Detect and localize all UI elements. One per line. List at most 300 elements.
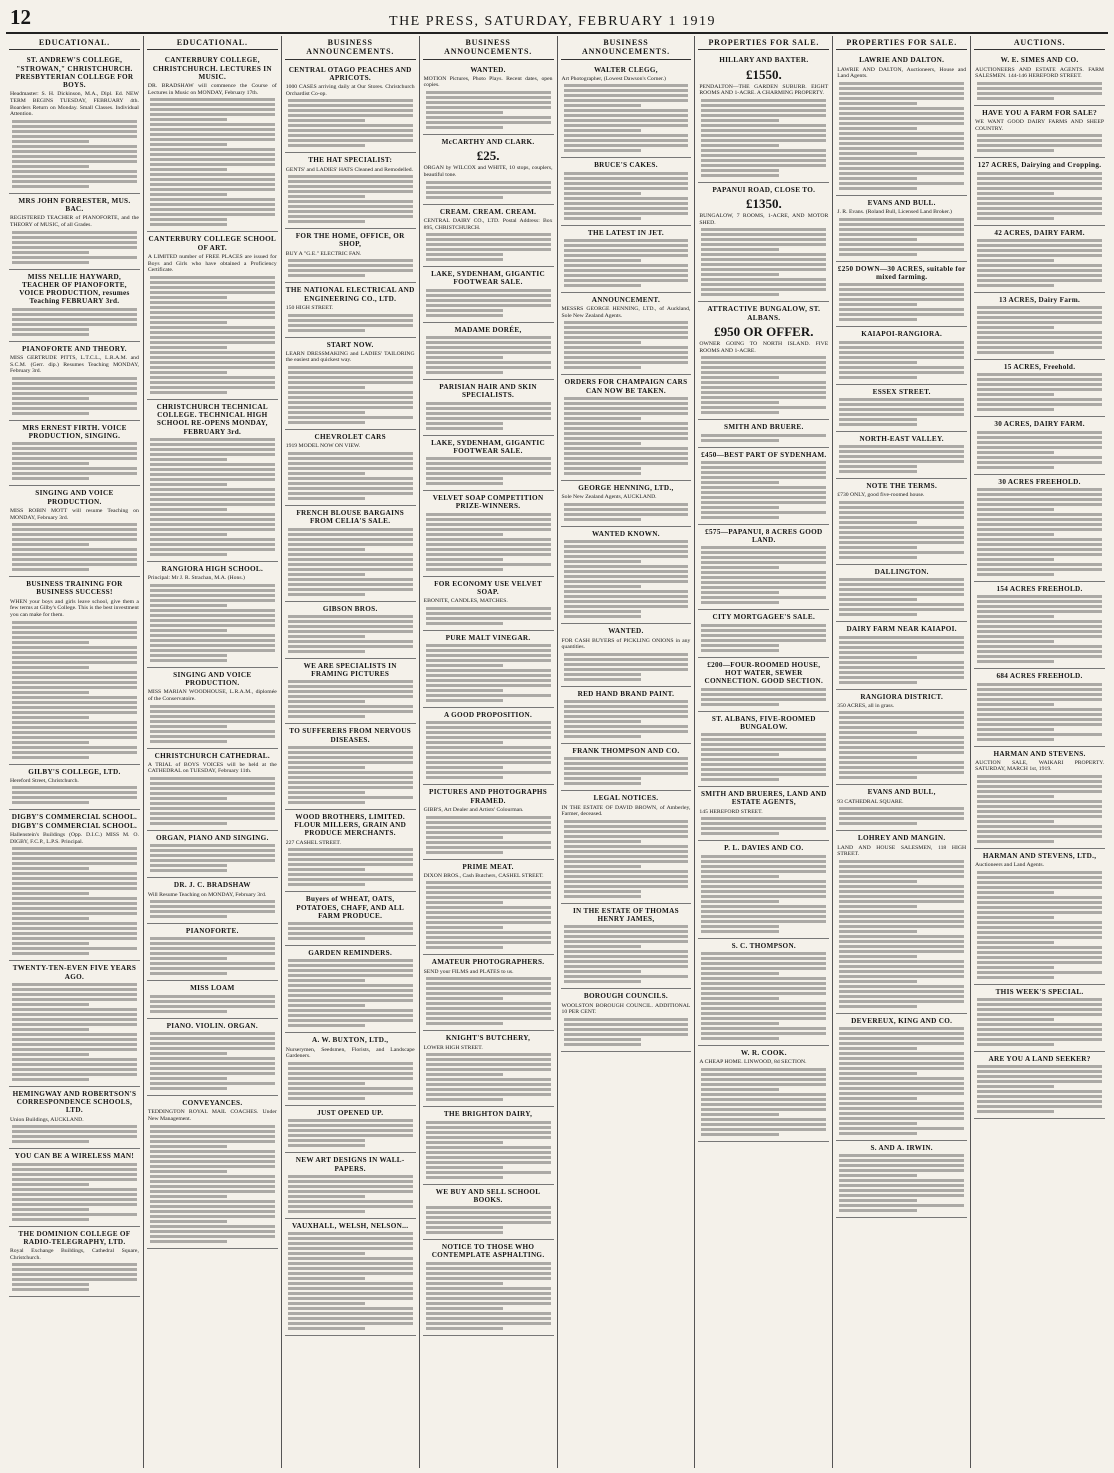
illegible-text-line (150, 905, 275, 908)
illegible-text-line (12, 1193, 137, 1196)
illegible-text-line (12, 1198, 137, 1201)
illegible-text-line (426, 816, 551, 819)
illegible-text-line (564, 980, 641, 983)
illegible-text-line (150, 807, 275, 810)
ad-headline: HARMAN AND STEVENS. (993, 749, 1086, 758)
illegible-text-line (977, 1070, 1102, 1073)
illegible-text-line (288, 705, 413, 708)
illegible-text-line (701, 154, 826, 157)
illegible-text-line (977, 835, 1102, 838)
illegible-text-line (288, 746, 413, 749)
illegible-text-line (564, 930, 689, 933)
illegible-text-line (701, 263, 826, 266)
illegible-text-line (288, 959, 413, 962)
illegible-text-line (12, 523, 137, 526)
ad-headline: CHRISTCHURCH CATHEDRAL. (154, 751, 270, 760)
ad-headline: WOOD BROTHERS, LIMITED. FLOUR MILLERS, GRAIN AND PRODUCE MERCHANTS. (294, 812, 407, 838)
illegible-text-line (426, 831, 551, 834)
illegible-text-line (288, 801, 365, 804)
advertisement (285, 892, 416, 946)
illegible-text-line (150, 321, 227, 324)
illegible-text-line (150, 864, 227, 867)
illegible-text-line (701, 1012, 826, 1015)
ad-body: SEND your FILMS and PLATES to us. (423, 968, 514, 975)
illegible-text-line (977, 259, 1054, 262)
illegible-text-line (12, 467, 137, 470)
ad-headline: KAIAPOI-RANGIORA. (861, 330, 943, 339)
illegible-text-line (12, 902, 137, 905)
illegible-text-line (426, 926, 503, 929)
illegible-text-line (701, 481, 778, 484)
illegible-text-line (150, 1160, 275, 1163)
illegible-text-line (839, 361, 916, 364)
illegible-text-line (701, 827, 826, 830)
advertisement (561, 158, 692, 225)
illegible-text-line (977, 600, 1102, 603)
illegible-text-line (564, 99, 689, 102)
illegible-text-line (701, 461, 826, 464)
illegible-text-line (12, 256, 137, 259)
advertisement (561, 687, 692, 744)
illegible-text-line (977, 408, 1054, 411)
illegible-text-line (839, 960, 964, 963)
illegible-text-line (839, 771, 964, 774)
illegible-text-line (839, 711, 964, 714)
illegible-text-line (701, 738, 826, 741)
ad-headline: TO SUFFERERS FROM NERVOUS DISEASES. (289, 727, 412, 744)
ad-headline: WANTED. (608, 627, 644, 636)
illegible-text-line (839, 92, 964, 95)
advertisement (147, 749, 278, 832)
illegible-text-line (12, 568, 89, 571)
illegible-text-line (288, 761, 413, 764)
illegible-text-line (150, 604, 227, 607)
illegible-text-line (150, 1140, 275, 1143)
illegible-text-line (426, 91, 551, 94)
illegible-text-line (839, 238, 916, 241)
illegible-text-line (701, 688, 826, 691)
illegible-text-line (150, 859, 275, 862)
column-7 (833, 36, 971, 1468)
illegible-text-line (839, 398, 964, 401)
illegible-text-line (426, 836, 503, 839)
illegible-text-line (288, 274, 365, 277)
illegible-text-line (564, 580, 689, 583)
illegible-text-line (564, 351, 689, 354)
illegible-text-line (150, 817, 275, 820)
illegible-text-line (977, 595, 1102, 598)
illegible-text-line (564, 668, 689, 671)
illegible-text-line (839, 1112, 964, 1115)
illegible-text-line (564, 432, 689, 435)
illegible-text-line (426, 126, 503, 129)
illegible-text-line (288, 124, 413, 127)
illegible-text-line (288, 538, 413, 541)
illegible-text-line (977, 172, 1102, 175)
illegible-text-line (977, 316, 1102, 319)
illegible-text-line (426, 233, 551, 236)
illegible-text-line (564, 673, 641, 676)
illegible-text-line (977, 956, 1102, 959)
illegible-text-line (12, 852, 137, 855)
advertisement (561, 481, 692, 527)
illegible-text-line (977, 1095, 1102, 1098)
illegible-text-line (288, 568, 413, 571)
illegible-text-line (12, 313, 137, 316)
illegible-text-line (288, 645, 413, 648)
illegible-text-line (977, 383, 1102, 386)
ad-body: PENDALTON—THE GARDEN SUBURB. EIGHT ROOMS AND 1-ACRE. A CHARMING PROPERTY. (699, 83, 829, 97)
illegible-text-line (839, 1032, 964, 1035)
illegible-text-line (701, 962, 826, 965)
ad-body: Will Resume Teaching on MONDAY, February 3rd. (147, 891, 267, 898)
illegible-text-line (839, 807, 964, 810)
illegible-text-line (701, 624, 826, 627)
illegible-text-line (288, 873, 413, 876)
illegible-text-line (839, 880, 916, 883)
illegible-text-line (564, 855, 689, 858)
illegible-text-line (288, 1262, 413, 1265)
illegible-text-line (564, 402, 689, 405)
illegible-text-line (150, 649, 275, 652)
illegible-text-line (977, 1028, 1102, 1031)
illegible-text-line (12, 676, 137, 679)
illegible-text-line (12, 1028, 89, 1031)
illegible-text-line (839, 578, 964, 581)
illegible-text-line (12, 558, 137, 561)
illegible-text-line (839, 465, 916, 468)
ad-headline: FRANK THOMPSON AND CO. (572, 747, 680, 755)
illegible-text-line (977, 795, 1054, 798)
illegible-text-line (150, 346, 227, 349)
illegible-text-line (564, 467, 641, 470)
illegible-text-line (977, 805, 1102, 808)
illegible-text-line (701, 406, 826, 409)
illegible-text-line (839, 253, 916, 256)
illegible-text-line (977, 951, 1102, 954)
illegible-text-line (701, 596, 826, 599)
illegible-text-line (12, 1173, 137, 1176)
illegible-text-line (977, 311, 1102, 314)
illegible-text-line (426, 371, 503, 374)
advertisement (423, 63, 554, 136)
advertisement (974, 53, 1105, 106)
illegible-text-line (839, 1154, 964, 1157)
illegible-text-line (564, 361, 689, 364)
illegible-text-line (288, 324, 413, 327)
illegible-text-line (12, 1188, 137, 1191)
illegible-text-line (839, 147, 964, 150)
advertisement (836, 432, 967, 479)
advertisement (974, 158, 1105, 225)
advertisement (974, 226, 1105, 293)
ad-body: TEDDINGTON ROYAL MAIL COACHES. Under New Management. (147, 1109, 277, 1122)
illegible-text-line (839, 102, 916, 105)
illegible-text-line (150, 1155, 275, 1158)
illegible-text-line (564, 356, 689, 359)
illegible-text-line (150, 453, 275, 456)
illegible-text-line (564, 124, 689, 127)
illegible-text-line (564, 965, 689, 968)
illegible-text-line (426, 563, 551, 566)
illegible-text-line (288, 766, 365, 769)
illegible-text-line (564, 366, 641, 369)
illegible-text-line (426, 289, 551, 292)
illegible-text-line (564, 1033, 689, 1036)
ad-headline: MADAME DORÉE, (454, 325, 522, 334)
illegible-text-line (150, 854, 275, 857)
illegible-text-line (150, 1000, 275, 1003)
illegible-text-line (977, 911, 1102, 914)
illegible-text-line (288, 1267, 413, 1270)
illegible-text-line (977, 553, 1102, 556)
illegible-text-line (701, 1098, 826, 1101)
illegible-text-line (564, 462, 689, 465)
advertisement (974, 1052, 1105, 1119)
illegible-text-line (288, 259, 413, 262)
illegible-text-line (564, 767, 689, 770)
illegible-text-line (701, 832, 778, 835)
ad-headline: WANTED KNOWN. (592, 529, 660, 538)
illegible-text-line (288, 994, 413, 997)
illegible-text-line (426, 684, 551, 687)
illegible-text-line (977, 723, 1102, 726)
illegible-text-line (839, 1132, 916, 1135)
illegible-text-line (150, 178, 275, 181)
illegible-text-line (977, 1038, 1102, 1041)
illegible-text-line (839, 122, 964, 125)
illegible-text-line (426, 936, 551, 939)
illegible-text-line (12, 796, 137, 799)
illegible-text-line (12, 746, 137, 749)
illegible-text-line (150, 609, 275, 612)
illegible-text-line (150, 1057, 275, 1060)
illegible-text-line (839, 1052, 964, 1055)
advertisement (698, 183, 829, 303)
illegible-text-line (977, 785, 1102, 788)
ad-headline: TWENTY-TEN-EVEN FIVE YEARS AGO. (12, 964, 137, 981)
illegible-text-line (701, 758, 826, 761)
illegible-text-line (977, 331, 1102, 334)
illegible-text-line (12, 756, 89, 759)
illegible-text-line (977, 134, 1102, 137)
illegible-text-line (564, 940, 689, 943)
illegible-text-line (839, 1159, 964, 1162)
illegible-text-line (12, 447, 137, 450)
illegible-text-line (564, 540, 689, 543)
illegible-text-line (977, 1033, 1102, 1036)
illegible-text-line (12, 656, 137, 659)
illegible-text-line (701, 703, 778, 706)
illegible-text-line (12, 180, 137, 183)
illegible-text-line (839, 531, 964, 534)
illegible-text-line (150, 113, 275, 116)
illegible-text-line (12, 716, 89, 719)
illegible-text-line (426, 987, 551, 990)
illegible-text-line (288, 1067, 413, 1070)
illegible-text-line (977, 139, 1102, 142)
ad-body: MESSRS GEORGE HENNING, LTD., of Auckland, Sole New Zealand Agents. (561, 306, 691, 319)
illegible-text-line (564, 925, 689, 928)
illegible-text-line (150, 331, 275, 334)
illegible-text-line (288, 139, 413, 142)
illegible-text-line (701, 124, 826, 127)
illegible-text-line (12, 308, 137, 311)
illegible-text-line (564, 585, 641, 588)
illegible-text-line (564, 254, 689, 257)
illegible-text-line (564, 279, 689, 282)
illegible-text-line (564, 212, 689, 215)
illegible-text-line (426, 1068, 551, 1071)
illegible-text-line (839, 376, 916, 379)
illegible-text-line (288, 969, 413, 972)
illegible-text-line (426, 568, 503, 571)
illegible-text-line (701, 880, 826, 883)
illegible-text-line (701, 957, 826, 960)
illegible-text-line (839, 985, 964, 988)
illegible-text-line (12, 150, 137, 153)
illegible-text-line (977, 941, 1054, 944)
illegible-text-line (150, 138, 275, 141)
illegible-text-line (977, 528, 1102, 531)
column-heading: EDUCATIONAL. (147, 38, 278, 50)
illegible-text-line (150, 356, 275, 359)
illegible-text-line (977, 605, 1102, 608)
illegible-text-line (839, 97, 964, 100)
illegible-text-line (288, 548, 365, 551)
illegible-text-line (701, 129, 826, 132)
advertisement (147, 981, 278, 1018)
illegible-text-line (564, 139, 689, 142)
illegible-text-line (564, 610, 641, 613)
illegible-text-line (12, 983, 137, 986)
illegible-text-line (288, 1144, 365, 1147)
illegible-text-line (839, 975, 964, 978)
illegible-text-line (564, 207, 689, 210)
illegible-text-line (12, 1163, 137, 1166)
illegible-text-line (150, 468, 275, 471)
illegible-text-line (839, 865, 964, 868)
illegible-text-line (839, 511, 964, 514)
illegible-text-line (12, 452, 137, 455)
illegible-text-line (839, 593, 964, 596)
ad-headline: JUST OPENED UP. (317, 1108, 384, 1117)
illegible-text-line (288, 625, 413, 628)
ad-body: MISS ROBIN MOTT will resume Teaching on MONDAY, February 3rd. (10, 507, 139, 521)
illegible-text-line (426, 992, 551, 995)
illegible-text-line (839, 920, 964, 923)
illegible-text-line (288, 210, 413, 213)
illegible-text-line (426, 96, 551, 99)
illegible-text-line (426, 1262, 551, 1265)
ad-headline: PIANO. VIOLIN. ORGAN. (166, 1021, 259, 1030)
illegible-text-line (564, 550, 689, 553)
ad-body: 1000 CASES arriving daily at Our Stores. Christchurch Orchardist Co-op. (285, 84, 415, 97)
illegible-text-line (701, 491, 826, 494)
column-heading: PROPERTIES FOR SALE. (698, 38, 829, 50)
illegible-text-line (564, 955, 689, 958)
illegible-text-line (701, 356, 826, 359)
illegible-text-line (839, 636, 964, 639)
advertisement (836, 479, 967, 565)
illegible-text-line (701, 748, 826, 751)
illegible-text-line (977, 625, 1102, 628)
illegible-text-line (150, 1200, 275, 1203)
illegible-text-line (839, 1077, 964, 1080)
illegible-text-line (839, 613, 916, 616)
illegible-text-line (426, 751, 551, 754)
illegible-text-line (150, 286, 275, 289)
advertisement (147, 232, 278, 399)
ad-headline: WE BUY AND SELL SCHOOL BOOKS. (435, 1187, 541, 1204)
advertisement (9, 1227, 140, 1298)
illegible-text-line (12, 175, 137, 178)
illegible-text-line (150, 644, 275, 647)
illegible-text-line (288, 984, 413, 987)
illegible-text-line (839, 1174, 916, 1177)
illegible-text-line (839, 812, 964, 815)
advertisement (836, 785, 967, 831)
illegible-text-line (839, 1092, 964, 1095)
illegible-text-line (288, 964, 413, 967)
illegible-text-line (839, 870, 964, 873)
illegible-text-line (839, 182, 964, 185)
ad-headline: CITY MORTGAGEE'S SALE. (712, 613, 816, 622)
illegible-text-line (150, 659, 227, 662)
illegible-text-line (701, 238, 826, 241)
ad-body: Headmaster: S. H. Dickinson, M.A., Dipl. Ed. NEW TERM BEGINS TUESDAY, FEBRUARY 4th. Boarders Return on Monday. Small Classes. Individual Attention. (10, 91, 139, 118)
illegible-text-line (12, 877, 137, 880)
illegible-text-line (839, 521, 916, 524)
illegible-text-line (701, 581, 826, 584)
ad-body: Union Buildings, AUCKLAND. (10, 1116, 84, 1123)
illegible-text-line (150, 715, 275, 718)
illegible-text-line (977, 1100, 1102, 1103)
illegible-text-line (12, 1178, 137, 1181)
column-heading: BUSINESS ANNOUNCEMENTS. (423, 38, 554, 60)
illegible-text-line (977, 1043, 1054, 1046)
illegible-text-line (977, 708, 1102, 711)
illegible-text-line (12, 993, 137, 996)
ad-headline: SMITH AND BRUERE. (724, 423, 804, 432)
ad-headline: A GOOD PROPOSITION. (443, 711, 533, 720)
illegible-text-line (288, 1190, 413, 1193)
column-4 (420, 36, 558, 1468)
ad-headline: DR. J. C. BRADSHAW (173, 881, 251, 890)
advertisement (561, 791, 692, 904)
illegible-text-line (288, 452, 413, 455)
illegible-text-line (288, 593, 365, 596)
illegible-text-line (426, 351, 551, 354)
illegible-text-line (564, 715, 689, 718)
illegible-text-line (701, 376, 778, 379)
ad-headline: THE NATIONAL ELECTRICAL AND ENGINEERING CO., LTD. (285, 286, 415, 303)
illegible-text-line (426, 472, 551, 475)
ad-body: DR. BRADSHAW will commence the Course of Lectures in Music on MONDAY, February 17th. (147, 83, 277, 96)
column-8 (971, 36, 1108, 1468)
illegible-text-line (564, 710, 689, 713)
illegible-text-line (288, 700, 365, 703)
illegible-text-line (701, 371, 826, 374)
ad-body: A CHEAP HOME. LINWOOD, 8d SECTION. (699, 1059, 807, 1066)
illegible-text-line (288, 640, 413, 643)
illegible-text-line (12, 1140, 89, 1143)
illegible-text-line (150, 634, 275, 637)
ad-headline: THE BRIGHTON DAIRY, (443, 1110, 533, 1119)
ad-body: 150 HIGH STREET. (285, 304, 334, 311)
illegible-text-line (564, 457, 689, 460)
illegible-text-line (426, 248, 551, 251)
